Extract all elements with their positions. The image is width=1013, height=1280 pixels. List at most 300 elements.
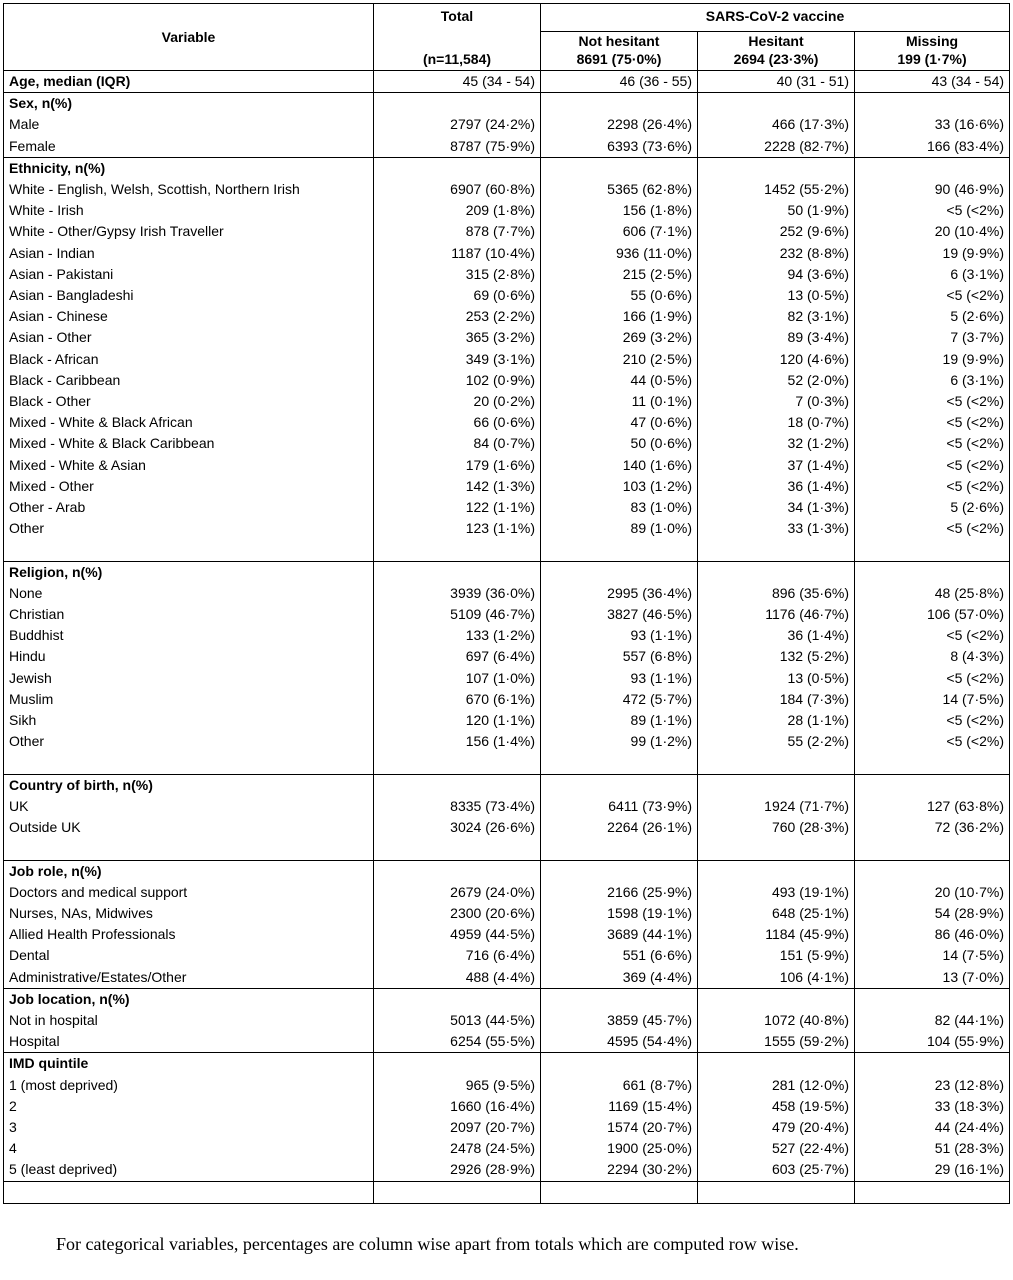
section-header-empty-cell (698, 561, 855, 583)
section-header-empty-cell (698, 93, 855, 115)
section-header-empty-cell (374, 988, 541, 1010)
section-title: Sex, n(%) (4, 93, 374, 115)
row-label: Other (4, 731, 374, 752)
total-value: 2679 (24·0%) (374, 882, 541, 903)
row-label: Asian - Other (4, 327, 374, 348)
not-hesitant-value: 156 (1·8%) (541, 200, 698, 221)
section-header-empty-cell (374, 93, 541, 115)
missing-value: 90 (46·9%) (855, 179, 1010, 200)
total-value: 3024 (26·6%) (374, 817, 541, 838)
row-label: Asian - Bangladeshi (4, 285, 374, 306)
not-hesitant-value: 6411 (73·9%) (541, 796, 698, 817)
table-row (4, 136, 1010, 158)
total-value: 365 (3·2%) (374, 327, 541, 348)
row-label: Dental (4, 945, 374, 966)
missing-value: 23 (12·8%) (855, 1075, 1010, 1096)
total-value: 8787 (75·9%) (374, 136, 541, 158)
not-hesitant-value: 99 (1·2%) (541, 731, 698, 752)
total-value: 349 (3·1%) (374, 349, 541, 370)
spacer-cell (698, 838, 855, 860)
table-row (4, 646, 1010, 667)
row-label: Nurses, NAs, Midwives (4, 903, 374, 924)
missing-value: <5 (<2%) (855, 455, 1010, 476)
table-row (4, 200, 1010, 221)
not-hesitant-value: 557 (6·8%) (541, 646, 698, 667)
section-header-empty-cell (541, 988, 698, 1010)
row-label: Mixed - White & Black African (4, 412, 374, 433)
hesitant-value: 1176 (46·7%) (698, 604, 855, 625)
variable-header: Variable (4, 4, 374, 71)
age-row (4, 71, 1010, 93)
spacer-cell (374, 838, 541, 860)
hesitant-value: 252 (9·6%) (698, 221, 855, 242)
section-header-row (4, 774, 1010, 796)
missing-value: 6 (3·1%) (855, 370, 1010, 391)
not-hesitant-value: 551 (6·6%) (541, 945, 698, 966)
section-header-empty-cell (698, 774, 855, 796)
section-title: Ethnicity, n(%) (4, 157, 374, 179)
table-row (4, 497, 1010, 518)
hesitant-value: 132 (5·2%) (698, 646, 855, 667)
not-hesitant-header: Not hesitant 8691 (75·0%) (541, 32, 698, 71)
total-value: 697 (6·4%) (374, 646, 541, 667)
hesitant-value: 527 (22·4%) (698, 1138, 855, 1159)
spacer-cell (541, 539, 698, 561)
missing-value: 33 (16·6%) (855, 114, 1010, 135)
hesitant-header: Hesitant 2694 (23·3%) (698, 32, 855, 71)
age-not-hesitant: 46 (36 - 55) (541, 71, 698, 93)
age-label: Age, median (IQR) (4, 71, 374, 93)
total-header: Total (374, 4, 541, 32)
missing-value: 19 (9·9%) (855, 349, 1010, 370)
missing-value: 29 (16·1%) (855, 1159, 1010, 1181)
total-value: 2797 (24·2%) (374, 114, 541, 135)
section-header-row (4, 561, 1010, 583)
hesitant-value: 32 (1·2%) (698, 433, 855, 454)
hesitant-value: 55 (2·2%) (698, 731, 855, 752)
table-row (4, 306, 1010, 327)
not-hesitant-value: 4595 (54·4%) (541, 1031, 698, 1053)
missing-value: 166 (83·4%) (855, 136, 1010, 158)
not-hesitant-value: 2264 (26·1%) (541, 817, 698, 838)
total-value: 6907 (60·8%) (374, 179, 541, 200)
row-label: 2 (4, 1096, 374, 1117)
missing-value: 6 (3·1%) (855, 264, 1010, 285)
not-hesitant-value: 89 (1·0%) (541, 518, 698, 539)
hesitant-value: 36 (1·4%) (698, 476, 855, 497)
row-label: Black - Other (4, 391, 374, 412)
table-row (4, 882, 1010, 903)
missing-value: 13 (7·0%) (855, 967, 1010, 989)
missing-value: 20 (10·7%) (855, 882, 1010, 903)
table-row (4, 391, 1010, 412)
table-row (4, 604, 1010, 625)
age-hesitant: 40 (31 - 51) (698, 71, 855, 93)
table-row (4, 924, 1010, 945)
hesitant-value: 479 (20·4%) (698, 1117, 855, 1138)
spacer-row (4, 1181, 1010, 1203)
row-label: Outside UK (4, 817, 374, 838)
hesitant-value: 1924 (71·7%) (698, 796, 855, 817)
not-hesitant-value: 936 (11·0%) (541, 243, 698, 264)
missing-value: <5 (<2%) (855, 391, 1010, 412)
not-hesitant-value: 3859 (45·7%) (541, 1010, 698, 1031)
row-label: 3 (4, 1117, 374, 1138)
spacer-row (4, 539, 1010, 561)
table-row (4, 1075, 1010, 1096)
hesitant-value: 1184 (45·9%) (698, 924, 855, 945)
total-value: 69 (0·6%) (374, 285, 541, 306)
row-label: Sikh (4, 710, 374, 731)
section-header-empty-cell (855, 93, 1010, 115)
section-header-empty-cell (698, 860, 855, 882)
not-hesitant-value: 472 (5·7%) (541, 689, 698, 710)
section-header-empty-cell (541, 1053, 698, 1075)
spacer-row (4, 753, 1010, 775)
spacer-cell (855, 753, 1010, 775)
table-row (4, 1138, 1010, 1159)
table-row (4, 1117, 1010, 1138)
row-label: Jewish (4, 668, 374, 689)
hesitant-value: 7 (0·3%) (698, 391, 855, 412)
row-label: Male (4, 114, 374, 135)
section-header-empty-cell (855, 1053, 1010, 1075)
hesitant-value: 18 (0·7%) (698, 412, 855, 433)
hesitant-value: 120 (4·6%) (698, 349, 855, 370)
table-row (4, 476, 1010, 497)
missing-value: 5 (2·6%) (855, 306, 1010, 327)
total-value: 156 (1·4%) (374, 731, 541, 752)
section-header-empty-cell (541, 774, 698, 796)
age-missing: 43 (34 - 54) (855, 71, 1010, 93)
section-header-empty-cell (855, 157, 1010, 179)
not-hesitant-value: 210 (2·5%) (541, 349, 698, 370)
total-value: 1660 (16·4%) (374, 1096, 541, 1117)
section-header-empty-cell (698, 157, 855, 179)
not-hesitant-value: 3827 (46·5%) (541, 604, 698, 625)
spacer-cell (4, 1181, 374, 1203)
section-header-empty-cell (541, 561, 698, 583)
table-row (4, 264, 1010, 285)
total-value: 5013 (44·5%) (374, 1010, 541, 1031)
total-value: 6254 (55·5%) (374, 1031, 541, 1053)
total-value: 84 (0·7%) (374, 433, 541, 454)
not-hesitant-value: 3689 (44·1%) (541, 924, 698, 945)
hesitant-value: 896 (35·6%) (698, 583, 855, 604)
not-hesitant-value: 369 (4·4%) (541, 967, 698, 989)
row-label: Other (4, 518, 374, 539)
total-value: 209 (1·8%) (374, 200, 541, 221)
not-hesitant-value: 47 (0·6%) (541, 412, 698, 433)
section-header-row (4, 93, 1010, 115)
missing-value: 48 (25·8%) (855, 583, 1010, 604)
total-value: 315 (2·8%) (374, 264, 541, 285)
spacer-cell (698, 753, 855, 775)
table-row (4, 1031, 1010, 1053)
missing-value: <5 (<2%) (855, 710, 1010, 731)
not-hesitant-value: 140 (1·6%) (541, 455, 698, 476)
total-value: 66 (0·6%) (374, 412, 541, 433)
row-label: White - English, Welsh, Scottish, Northern Irish (4, 179, 374, 200)
total-value: 107 (1·0%) (374, 668, 541, 689)
section-header-empty-cell (698, 1053, 855, 1075)
row-label: Buddhist (4, 625, 374, 646)
section-header-empty-cell (698, 988, 855, 1010)
total-value: 3939 (36·0%) (374, 583, 541, 604)
row-label: Hospital (4, 1031, 374, 1053)
total-value: 4959 (44·5%) (374, 924, 541, 945)
table-row (4, 1096, 1010, 1117)
total-value: 878 (7·7%) (374, 221, 541, 242)
footnote: For categorical variables, percentages are column wise apart from totals which are computed row wise. (56, 1234, 799, 1254)
total-value: 5109 (46·7%) (374, 604, 541, 625)
spacer-cell (374, 1181, 541, 1203)
section-header-empty-cell (541, 860, 698, 882)
row-label: Asian - Indian (4, 243, 374, 264)
row-label: Asian - Pakistani (4, 264, 374, 285)
not-hesitant-value: 2995 (36·4%) (541, 583, 698, 604)
row-label: Black - African (4, 349, 374, 370)
row-label: 5 (least deprived) (4, 1159, 374, 1181)
row-label: Allied Health Professionals (4, 924, 374, 945)
not-hesitant-value: 269 (3·2%) (541, 327, 698, 348)
section-title: IMD quintile (4, 1053, 374, 1075)
total-value: 122 (1·1%) (374, 497, 541, 518)
spacer-cell (541, 838, 698, 860)
header-row-1 (4, 4, 1010, 32)
hesitant-value: 52 (2·0%) (698, 370, 855, 391)
missing-header: Missing 199 (1·7%) (855, 32, 1010, 71)
hesitant-value: 232 (8·8%) (698, 243, 855, 264)
hesitant-value: 82 (3·1%) (698, 306, 855, 327)
total-value: 2300 (20·6%) (374, 903, 541, 924)
table-row (4, 903, 1010, 924)
row-label: Doctors and medical support (4, 882, 374, 903)
table-row (4, 796, 1010, 817)
total-value: 716 (6·4%) (374, 945, 541, 966)
hesitant-value: 37 (1·4%) (698, 455, 855, 476)
hesitant-value: 33 (1·3%) (698, 518, 855, 539)
missing-value: 106 (57·0%) (855, 604, 1010, 625)
hesitant-value: 1555 (59·2%) (698, 1031, 855, 1053)
table-row (4, 114, 1010, 135)
not-hesitant-value: 89 (1·1%) (541, 710, 698, 731)
section-header-empty-cell (855, 988, 1010, 1010)
total-value: 2478 (24·5%) (374, 1138, 541, 1159)
not-hesitant-value: 2166 (25·9%) (541, 882, 698, 903)
total-n-header: (n=11,584) (374, 32, 541, 71)
spacer-cell (698, 539, 855, 561)
spacer-cell (698, 1181, 855, 1203)
not-hesitant-value: 5365 (62·8%) (541, 179, 698, 200)
missing-value: 14 (7·5%) (855, 689, 1010, 710)
table-row (4, 285, 1010, 306)
missing-value: 104 (55·9%) (855, 1031, 1010, 1053)
missing-value: 54 (28·9%) (855, 903, 1010, 924)
table-row (4, 945, 1010, 966)
hesitant-value: 2228 (82·7%) (698, 136, 855, 158)
table-row (4, 412, 1010, 433)
section-header-empty-cell (855, 860, 1010, 882)
hesitant-value: 603 (25·7%) (698, 1159, 855, 1181)
spacer-cell (374, 753, 541, 775)
total-value: 670 (6·1%) (374, 689, 541, 710)
section-header-empty-cell (374, 860, 541, 882)
row-label: Asian - Chinese (4, 306, 374, 327)
hesitant-value: 760 (28·3%) (698, 817, 855, 838)
total-value: 20 (0·2%) (374, 391, 541, 412)
table-row (4, 689, 1010, 710)
section-header-empty-cell (374, 774, 541, 796)
missing-value: 51 (28·3%) (855, 1138, 1010, 1159)
table-row (4, 327, 1010, 348)
not-hesitant-value: 6393 (73·6%) (541, 136, 698, 158)
total-value: 8335 (73·4%) (374, 796, 541, 817)
hesitant-value: 28 (1·1%) (698, 710, 855, 731)
hesitant-value: 151 (5·9%) (698, 945, 855, 966)
not-hesitant-value: 103 (1·2%) (541, 476, 698, 497)
section-header-empty-cell (374, 157, 541, 179)
section-title: Job location, n(%) (4, 988, 374, 1010)
total-value: 965 (9·5%) (374, 1075, 541, 1096)
table-row (4, 710, 1010, 731)
spacer-cell (4, 838, 374, 860)
total-value: 120 (1·1%) (374, 710, 541, 731)
not-hesitant-value: 1598 (19·1%) (541, 903, 698, 924)
table-row (4, 349, 1010, 370)
section-header-empty-cell (541, 157, 698, 179)
table-row (4, 625, 1010, 646)
hesitant-value: 466 (17·3%) (698, 114, 855, 135)
missing-value: 20 (10·4%) (855, 221, 1010, 242)
row-label: Other - Arab (4, 497, 374, 518)
spacer-cell (4, 539, 374, 561)
total-value: 253 (2·2%) (374, 306, 541, 327)
total-value: 2926 (28·9%) (374, 1159, 541, 1181)
row-label: 1 (most deprived) (4, 1075, 374, 1096)
missing-value: 14 (7·5%) (855, 945, 1010, 966)
row-label: Hindu (4, 646, 374, 667)
hesitant-value: 89 (3·4%) (698, 327, 855, 348)
not-hesitant-value: 606 (7·1%) (541, 221, 698, 242)
missing-value: <5 (<2%) (855, 200, 1010, 221)
section-header-empty-cell (855, 774, 1010, 796)
section-header-row (4, 157, 1010, 179)
missing-value: <5 (<2%) (855, 731, 1010, 752)
table-row (4, 179, 1010, 200)
missing-value: <5 (<2%) (855, 412, 1010, 433)
spacer-cell (855, 539, 1010, 561)
table-row (4, 583, 1010, 604)
table-row (4, 731, 1010, 752)
not-hesitant-value: 1900 (25·0%) (541, 1138, 698, 1159)
section-header-row (4, 860, 1010, 882)
row-label: Female (4, 136, 374, 158)
missing-value: <5 (<2%) (855, 625, 1010, 646)
total-value: 1187 (10·4%) (374, 243, 541, 264)
row-label: None (4, 583, 374, 604)
not-hesitant-value: 2294 (30·2%) (541, 1159, 698, 1181)
table-row (4, 243, 1010, 264)
not-hesitant-value: 83 (1·0%) (541, 497, 698, 518)
row-label: Christian (4, 604, 374, 625)
spacer-cell (374, 539, 541, 561)
spacer-cell (541, 1181, 698, 1203)
missing-value: 7 (3·7%) (855, 327, 1010, 348)
hesitant-value: 458 (19·5%) (698, 1096, 855, 1117)
table-row (4, 221, 1010, 242)
row-label: Mixed - White & Black Caribbean (4, 433, 374, 454)
section-title: Religion, n(%) (4, 561, 374, 583)
missing-value: 44 (24·4%) (855, 1117, 1010, 1138)
hesitant-value: 13 (0·5%) (698, 668, 855, 689)
not-hesitant-value: 215 (2·5%) (541, 264, 698, 285)
row-label: Not in hospital (4, 1010, 374, 1031)
not-hesitant-value: 55 (0·6%) (541, 285, 698, 306)
row-label: Mixed - Other (4, 476, 374, 497)
missing-value: <5 (<2%) (855, 285, 1010, 306)
not-hesitant-value: 1169 (15·4%) (541, 1096, 698, 1117)
section-header-empty-cell (855, 561, 1010, 583)
vaccine-group-header: SARS-CoV-2 vaccine (541, 4, 1010, 32)
hesitant-value: 13 (0·5%) (698, 285, 855, 306)
age-total: 45 (34 - 54) (374, 71, 541, 93)
table-row (4, 455, 1010, 476)
total-value: 488 (4·4%) (374, 967, 541, 989)
missing-value: 86 (46·0%) (855, 924, 1010, 945)
row-label: UK (4, 796, 374, 817)
section-header-row (4, 988, 1010, 1010)
spacer-row (4, 838, 1010, 860)
total-value: 123 (1·1%) (374, 518, 541, 539)
section-header-empty-cell (541, 93, 698, 115)
section-title: Country of birth, n(%) (4, 774, 374, 796)
not-hesitant-value: 50 (0·6%) (541, 433, 698, 454)
not-hesitant-value: 93 (1·1%) (541, 625, 698, 646)
row-label: Muslim (4, 689, 374, 710)
hesitant-value: 34 (1·3%) (698, 497, 855, 518)
not-hesitant-value: 11 (0·1%) (541, 391, 698, 412)
spacer-cell (4, 753, 374, 775)
hesitant-value: 648 (25·1%) (698, 903, 855, 924)
not-hesitant-value: 93 (1·1%) (541, 668, 698, 689)
row-label: Black - Caribbean (4, 370, 374, 391)
missing-value: <5 (<2%) (855, 518, 1010, 539)
missing-value: 72 (36·2%) (855, 817, 1010, 838)
row-label: White - Irish (4, 200, 374, 221)
demographics-table (3, 3, 1010, 1204)
hesitant-value: 1452 (55·2%) (698, 179, 855, 200)
table-row (4, 1010, 1010, 1031)
hesitant-value: 36 (1·4%) (698, 625, 855, 646)
table-row (4, 433, 1010, 454)
total-value: 179 (1·6%) (374, 455, 541, 476)
hesitant-value: 493 (19·1%) (698, 882, 855, 903)
row-label: White - Other/Gypsy Irish Traveller (4, 221, 374, 242)
section-header-row (4, 1053, 1010, 1075)
hesitant-value: 281 (12·0%) (698, 1075, 855, 1096)
hesitant-value: 184 (7·3%) (698, 689, 855, 710)
spacer-cell (855, 838, 1010, 860)
row-label: Mixed - White & Asian (4, 455, 374, 476)
total-value: 142 (1·3%) (374, 476, 541, 497)
hesitant-value: 106 (4·1%) (698, 967, 855, 989)
section-title: Job role, n(%) (4, 860, 374, 882)
not-hesitant-value: 1574 (20·7%) (541, 1117, 698, 1138)
hesitant-value: 1072 (40·8%) (698, 1010, 855, 1031)
table-row (4, 817, 1010, 838)
row-label: 4 (4, 1138, 374, 1159)
